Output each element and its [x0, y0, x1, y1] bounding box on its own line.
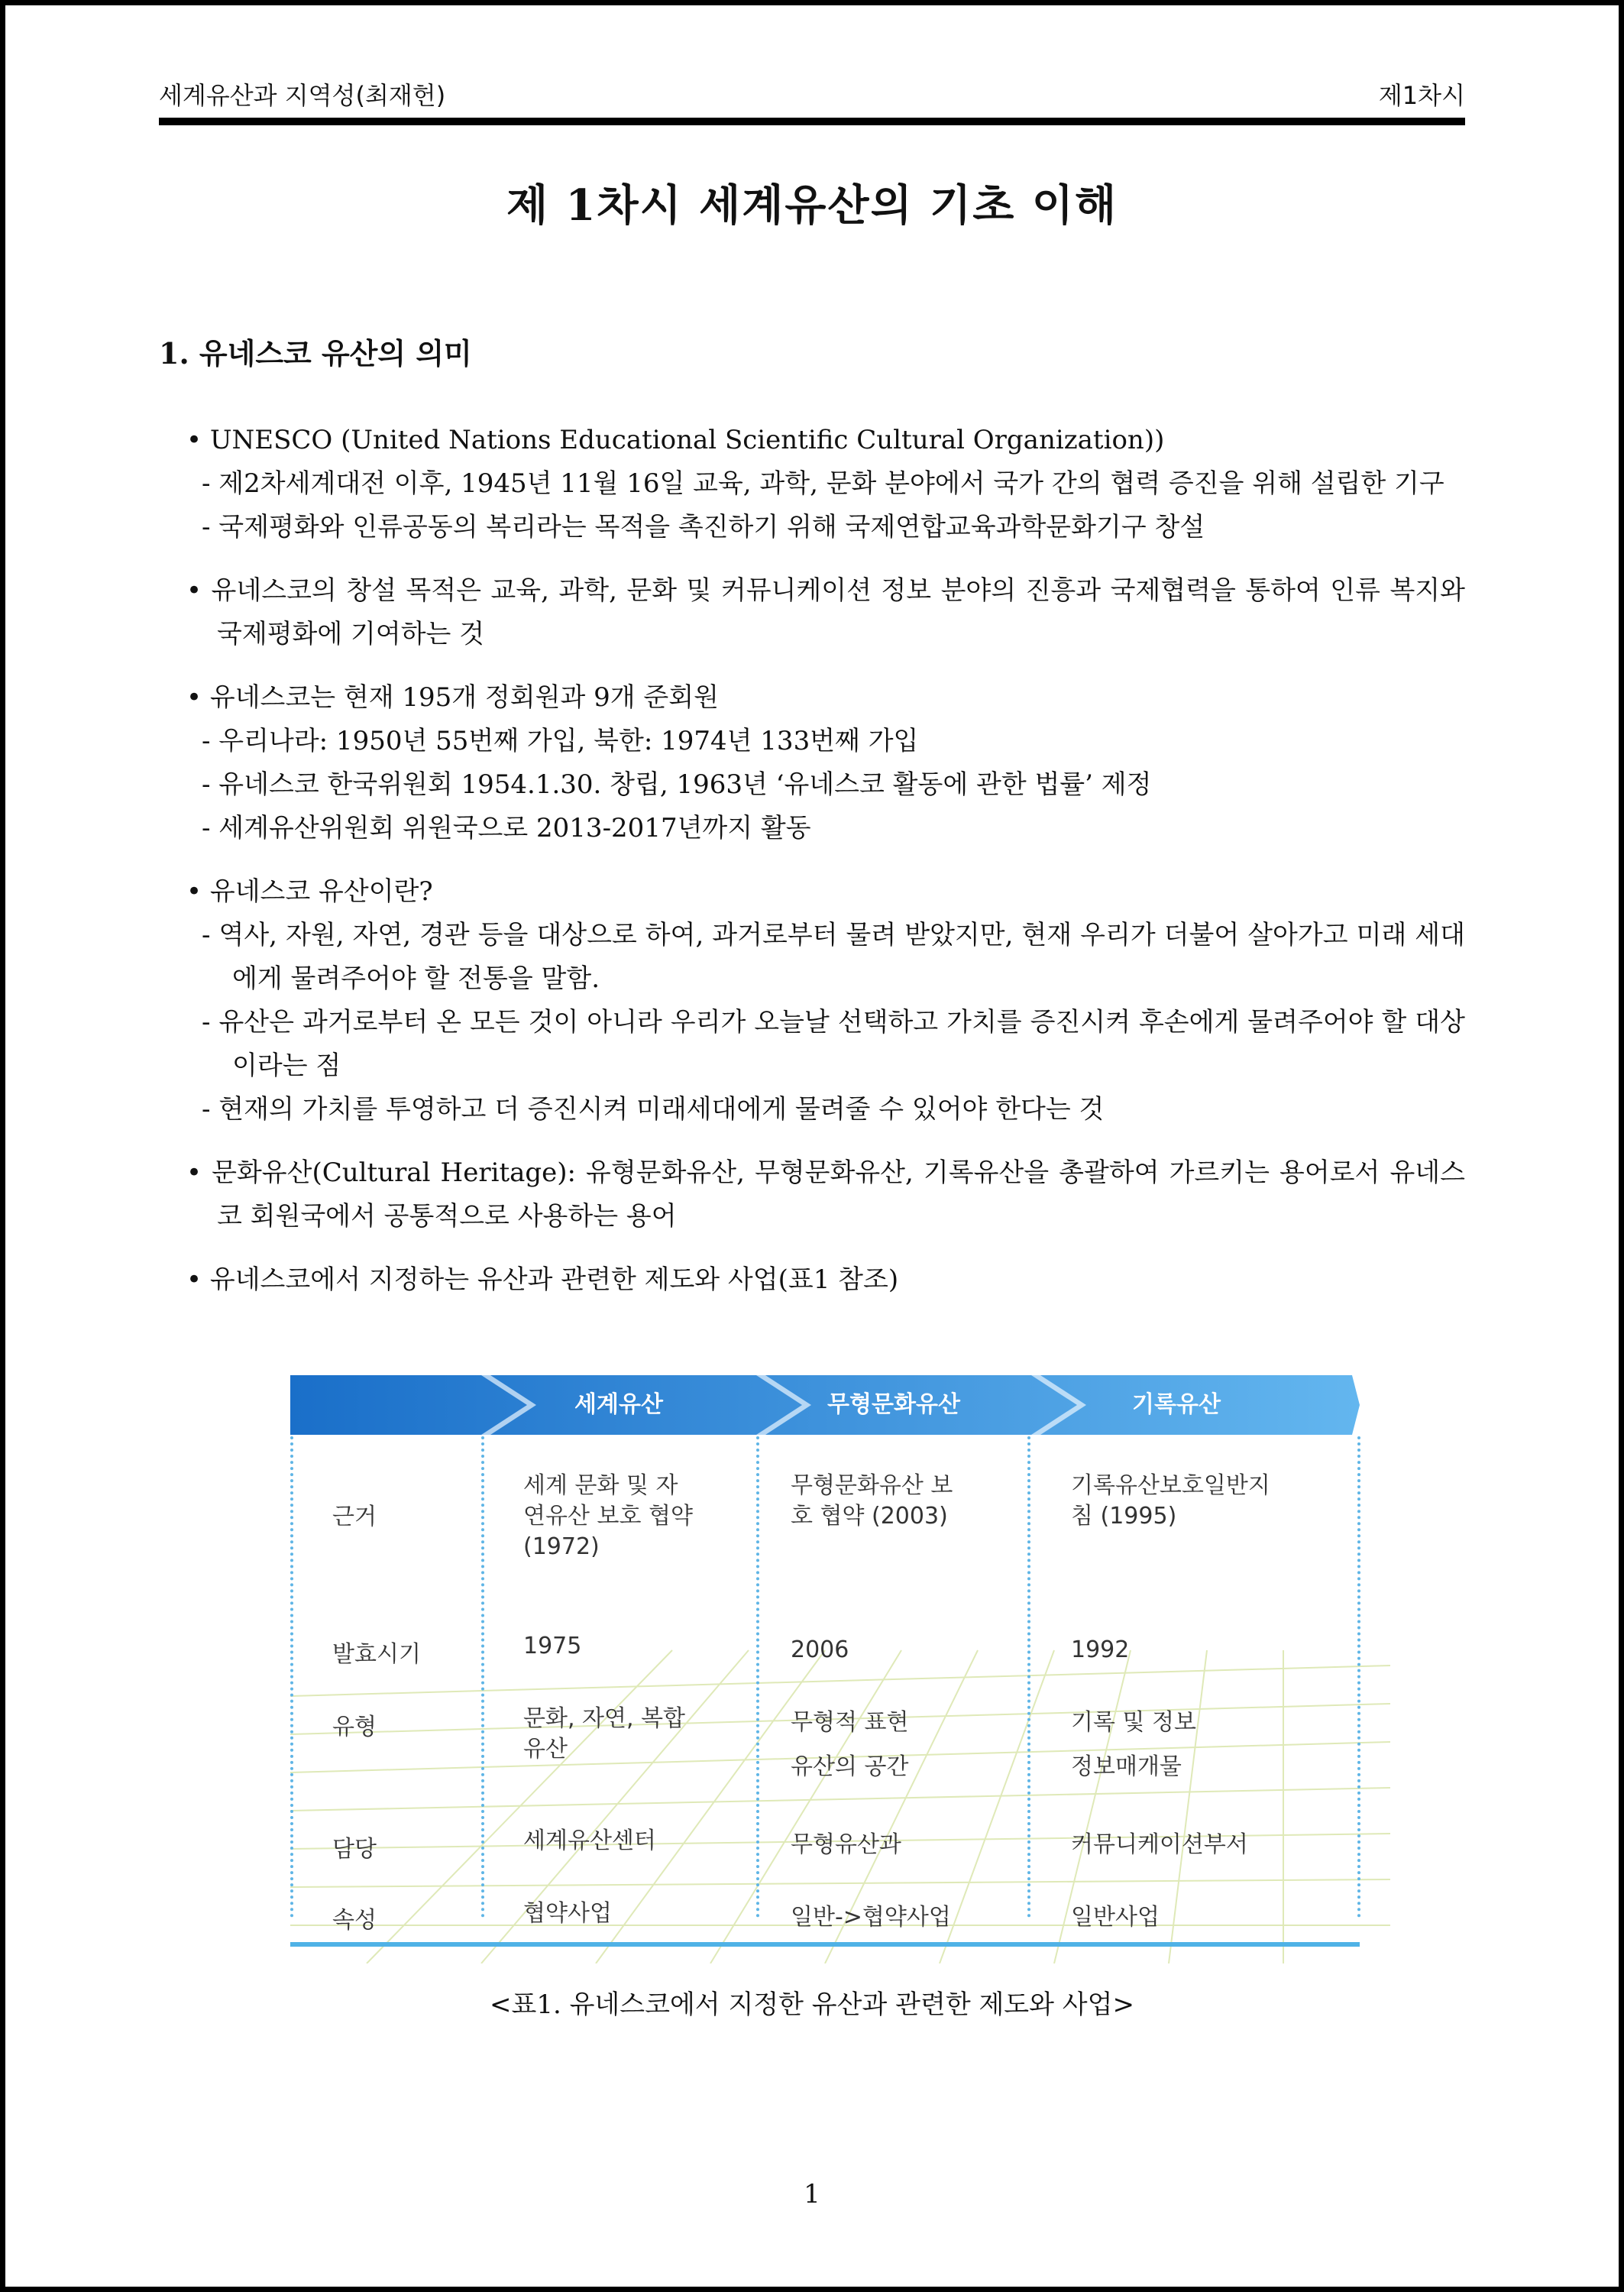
dash-paragraph: - 역사, 자원, 자연, 경관 등을 대상으로 하여, 과거로부터 물려 받았지만, 현재 우리가 더불어 살아가고 미래 세대에게 물려주어야 할 전통을 말함. — [202, 920, 1465, 994]
header-session: 제1차시 — [1378, 81, 1465, 110]
bullet-paragraph: • UNESCO (United Nations Educational Scientific Cultural Organization)) — [186, 425, 1165, 455]
table-caption: <표1. 유네스코에서 지정한 유산과 관련한 제도와 사업> — [490, 1989, 1134, 2020]
cell-memory-basis: 기록유산보호일반지 침 (1995) — [1071, 1472, 1270, 1530]
table-background-grid — [290, 1375, 1390, 1963]
cell-intangible-basis: 무형문화유산 보 호 협약 (2003) — [791, 1472, 953, 1530]
column-divider — [756, 1436, 759, 1918]
cell-intangible-department: 무형유산과 — [791, 1831, 901, 1858]
dash-paragraph: - 유산은 과거로부터 온 모든 것이 아니라 우리가 오늘날 선택하고 가치를 증진시켜 후손에게 물려주어야 할 대상이라는 점 — [202, 1007, 1465, 1081]
row-label-basis: 근거 — [332, 1504, 377, 1530]
heritage-table — [290, 1375, 1390, 1963]
cell-memory-type: 기록 및 정보 정보매개물 — [1071, 1709, 1196, 1780]
dash-paragraph: - 국제평화와 인류공동의 복리라는 목적을 촉진하기 위해 국제연합교육과학문화기구 창설 — [202, 512, 1205, 542]
page-number: 1 — [804, 2179, 820, 2209]
cell-intangible-attribute: 일반->협약사업 — [791, 1904, 951, 1931]
bullet-paragraph: • 유네스코의 창설 목적은 교육, 과학, 문화 및 커뮤니케이션 정보 분야의 진흥과 국제협력을 통하여 인류 복지와 국제평화에 기여하는 것 — [186, 575, 1465, 649]
column-divider — [481, 1436, 484, 1918]
body-text — [159, 419, 1465, 1302]
cell-world-attribute: 협약사업 — [523, 1900, 612, 1927]
cell-memory-attribute: 일반사업 — [1071, 1904, 1160, 1931]
row-label-effective-year: 발효시기 — [332, 1641, 421, 1668]
cell-memory-department: 커뮤니케이션부서 — [1071, 1831, 1248, 1858]
row-label-department: 담당 — [332, 1836, 377, 1863]
dash-paragraph: - 세계유산위원회 위원국으로 2013-2017년까지 활동 — [202, 813, 811, 843]
bullet-paragraph: • 유네스코 유산이란? — [186, 876, 433, 907]
column-divider — [290, 1436, 293, 1918]
column-header-memory-heritage: 기록유산 — [1132, 1391, 1221, 1418]
dash-paragraph: - 현재의 가치를 투영하고 더 증진시켜 미래세대에게 물려줄 수 있어야 한다는 것 — [202, 1094, 1105, 1125]
cell-world-basis: 세계 문화 및 자 연유산 보호 협약 (1972) — [523, 1472, 693, 1560]
bullet-paragraph: • 유네스코에서 지정하는 유산과 관련한 제도와 사업(표1 참조) — [186, 1264, 899, 1295]
cell-world-type: 문화, 자연, 복합 유산 — [523, 1705, 686, 1763]
dash-paragraph: - 우리나라: 1950년 55번째 가입, 북한: 1974년 133번째 가입 — [202, 726, 919, 756]
table-bottom-rule — [290, 1942, 1360, 1947]
bullet-paragraph: • 유네스코는 현재 195개 정회원과 9개 준회원 — [186, 682, 719, 713]
running-header — [159, 76, 1465, 110]
row-label-attribute: 속성 — [332, 1907, 377, 1934]
dash-paragraph: - 유네스코 한국위원회 1954.1.30. 창립, 1963년 ‘유네스코 활동에 관한 법률’ 제정 — [202, 769, 1152, 800]
column-header-world-heritage: 세계유산 — [574, 1391, 663, 1418]
column-divider — [1027, 1436, 1030, 1918]
cell-world-year: 1975 — [523, 1633, 582, 1659]
header-rule — [159, 118, 1465, 125]
row-label-type: 유형 — [332, 1714, 377, 1740]
column-divider — [1357, 1436, 1360, 1918]
bullet-paragraph: • 문화유산(Cultural Heritage): 유형문화유산, 무형문화유산, 기록유산을 총괄하여 가르키는 용어로서 유네스코 회원국에서 공통적으로 사용하는 용어 — [186, 1157, 1465, 1232]
dash-paragraph: - 제2차세계대전 이후, 1945년 11월 16일 교육, 과학, 문화 분야에서 국가 간의 협력 증진을 위해 설립한 기구 — [202, 468, 1444, 499]
cell-intangible-type: 무형적 표현 유산의 공간 — [791, 1709, 909, 1780]
column-header-intangible-heritage: 무형문화유산 — [827, 1391, 960, 1418]
document-title: 제 1차시 세계유산의 기초 이해 — [506, 180, 1118, 231]
header-course-title: 세계유산과 지역성(최재헌) — [159, 81, 446, 110]
cell-world-department: 세계유산센터 — [523, 1827, 656, 1854]
cell-memory-year: 1992 — [1071, 1636, 1130, 1663]
section-heading: 1. 유네스코 유산의 의미 — [159, 336, 472, 371]
cell-intangible-year: 2006 — [791, 1636, 849, 1663]
